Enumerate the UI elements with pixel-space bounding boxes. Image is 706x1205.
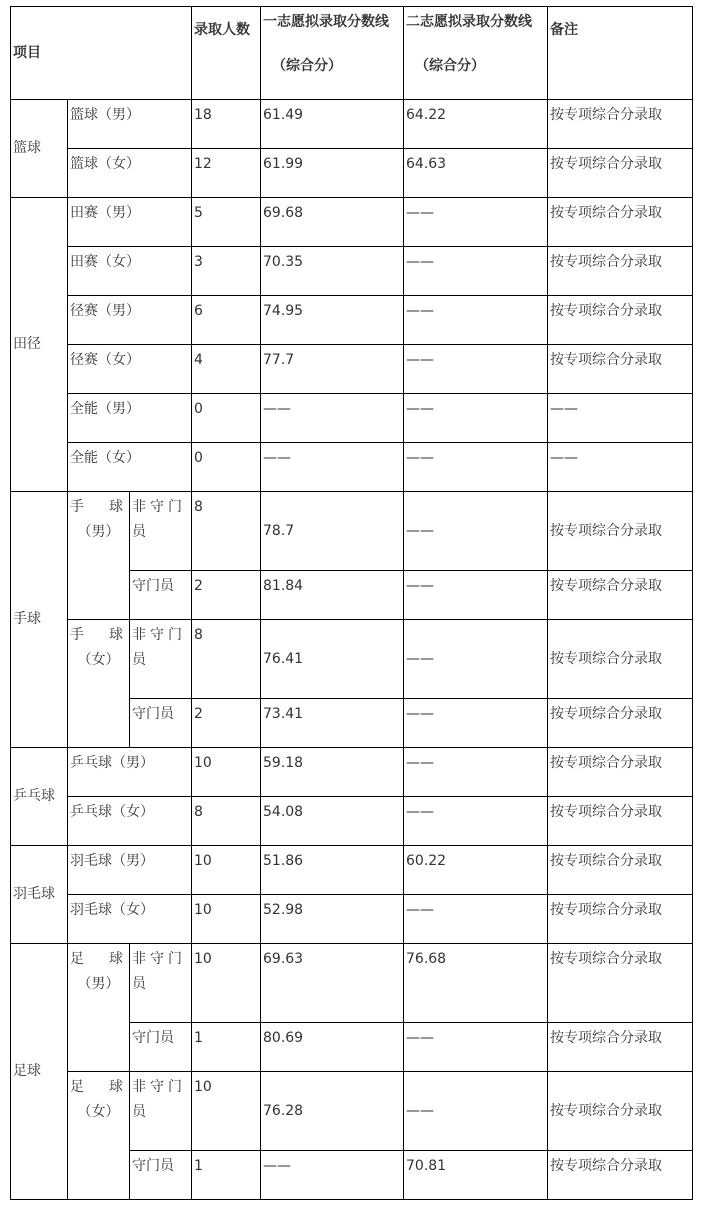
remark-cell: 按专项综合分录取 <box>548 699 693 748</box>
item-cell: 守门员 <box>130 1151 192 1200</box>
table-row <box>11 1072 693 1151</box>
table-row <box>11 748 693 797</box>
first-score-cell: 81.84 <box>261 571 404 620</box>
remark-cell: 按专项综合分录取 <box>548 620 693 699</box>
remark-cell: 按专项综合分录取 <box>548 944 693 1023</box>
count-cell: 2 <box>192 571 261 620</box>
count-cell: 8 <box>192 620 261 699</box>
second-score-cell: —— <box>404 1072 548 1151</box>
item-cell: 守门员 <box>130 571 192 620</box>
first-score-cell: 54.08 <box>261 797 404 846</box>
header-row <box>11 7 693 100</box>
first-score-cell: 59.18 <box>261 748 404 797</box>
first-score-cell: 80.69 <box>261 1023 404 1072</box>
second-score-cell: —— <box>404 394 548 443</box>
second-score-cell: —— <box>404 895 548 944</box>
gender-group-handball-female: 手 球 （女） <box>68 620 130 748</box>
count-cell: 10 <box>192 748 261 797</box>
second-score-cell: —— <box>404 620 548 699</box>
first-score-cell: 61.99 <box>261 149 404 198</box>
first-score-cell: 61.49 <box>261 100 404 149</box>
remark-cell: —— <box>548 394 693 443</box>
item-cell: 田赛（男） <box>68 198 192 247</box>
remark-cell: 按专项综合分录取 <box>548 198 693 247</box>
second-score-cell: —— <box>404 198 548 247</box>
remark-cell: 按专项综合分录取 <box>548 748 693 797</box>
admission-score-table <box>10 6 693 1200</box>
count-cell: 0 <box>192 443 261 492</box>
count-cell: 8 <box>192 797 261 846</box>
first-score-cell: 76.28 <box>261 1072 404 1151</box>
table-row <box>11 198 693 247</box>
first-score-cell: 78.7 <box>261 492 404 571</box>
table-row <box>11 846 693 895</box>
first-score-cell: 52.98 <box>261 895 404 944</box>
remark-cell: 按专项综合分录取 <box>548 797 693 846</box>
group-athletics: 田径 <box>11 198 68 492</box>
second-score-cell: —— <box>404 296 548 345</box>
remark-cell: 按专项综合分录取 <box>548 345 693 394</box>
header-first-choice: 一志愿拟录取分数线 （综合分） <box>261 7 404 100</box>
second-score-cell: —— <box>404 571 548 620</box>
count-cell: 2 <box>192 699 261 748</box>
item-cell: 非守门员 <box>130 620 192 699</box>
remark-cell: 按专项综合分录取 <box>548 846 693 895</box>
remark-cell: 按专项综合分录取 <box>548 571 693 620</box>
first-score-cell: 70.35 <box>261 247 404 296</box>
table-row <box>11 394 693 443</box>
first-score-cell: 69.63 <box>261 944 404 1023</box>
second-score-cell: 70.81 <box>404 1151 548 1200</box>
count-cell: 10 <box>192 895 261 944</box>
item-cell: 非守门员 <box>130 492 192 571</box>
first-score-cell: 51.86 <box>261 846 404 895</box>
count-cell: 10 <box>192 944 261 1023</box>
group-pingpong: 乒乓球 <box>11 748 68 846</box>
second-score-cell: 76.68 <box>404 944 548 1023</box>
item-cell: 全能（女） <box>68 443 192 492</box>
table-row <box>11 944 693 1023</box>
remark-cell: 按专项综合分录取 <box>548 296 693 345</box>
remark-cell: 按专项综合分录取 <box>548 895 693 944</box>
first-score-cell: 74.95 <box>261 296 404 345</box>
second-score-cell: 60.22 <box>404 846 548 895</box>
first-score-cell: —— <box>261 443 404 492</box>
group-football: 足球 <box>11 944 68 1200</box>
table-row <box>11 296 693 345</box>
header-remark: 备注 <box>548 7 693 100</box>
item-cell: 乒乓球（男） <box>68 748 192 797</box>
second-score-cell: 64.22 <box>404 100 548 149</box>
gender-group-football-male: 足 球 （男） <box>68 944 130 1072</box>
table-row <box>11 345 693 394</box>
item-cell: 篮球（女） <box>68 149 192 198</box>
count-cell: 6 <box>192 296 261 345</box>
count-cell: 1 <box>192 1023 261 1072</box>
count-cell: 8 <box>192 492 261 571</box>
remark-cell: 按专项综合分录取 <box>548 1072 693 1151</box>
header-second-choice: 二志愿拟录取分数线 （综合分） <box>404 7 548 100</box>
group-basketball: 篮球 <box>11 100 68 198</box>
item-cell: 守门员 <box>130 1023 192 1072</box>
item-cell: 羽毛球（男） <box>68 846 192 895</box>
remark-cell: 按专项综合分录取 <box>548 247 693 296</box>
header-project: 项目 <box>11 7 192 100</box>
second-score-cell: 64.63 <box>404 149 548 198</box>
table-row <box>11 247 693 296</box>
count-cell: 5 <box>192 198 261 247</box>
table-row <box>11 443 693 492</box>
table-row <box>11 100 693 149</box>
table-row <box>11 492 693 571</box>
remark-cell: 按专项综合分录取 <box>548 492 693 571</box>
item-cell: 非守门员 <box>130 944 192 1023</box>
gender-group-football-female: 足 球 （女） <box>68 1072 130 1200</box>
item-cell: 守门员 <box>130 699 192 748</box>
second-score-cell: —— <box>404 699 548 748</box>
table-row <box>11 895 693 944</box>
group-badminton: 羽毛球 <box>11 846 68 944</box>
second-score-cell: —— <box>404 492 548 571</box>
item-cell: 乒乓球（女） <box>68 797 192 846</box>
first-score-cell: 69.68 <box>261 198 404 247</box>
count-cell: 3 <box>192 247 261 296</box>
remark-cell: —— <box>548 443 693 492</box>
table-row <box>11 797 693 846</box>
remark-cell: 按专项综合分录取 <box>548 1151 693 1200</box>
header-count: 录取人数 <box>192 7 261 100</box>
table-row <box>11 149 693 198</box>
count-cell: 18 <box>192 100 261 149</box>
second-score-cell: —— <box>404 797 548 846</box>
table-row <box>11 620 693 699</box>
second-score-cell: —— <box>404 748 548 797</box>
item-cell: 径赛（男） <box>68 296 192 345</box>
item-cell: 全能（男） <box>68 394 192 443</box>
item-cell: 羽毛球（女） <box>68 895 192 944</box>
group-handball: 手球 <box>11 492 68 748</box>
second-score-cell: —— <box>404 443 548 492</box>
remark-cell: 按专项综合分录取 <box>548 100 693 149</box>
item-cell: 非守门员 <box>130 1072 192 1151</box>
count-cell: 1 <box>192 1151 261 1200</box>
first-score-cell: 73.41 <box>261 699 404 748</box>
second-score-cell: —— <box>404 247 548 296</box>
remark-cell: 按专项综合分录取 <box>548 149 693 198</box>
gender-group-handball-male: 手 球 （男） <box>68 492 130 620</box>
first-score-cell: 77.7 <box>261 345 404 394</box>
first-score-cell: 76.41 <box>261 620 404 699</box>
count-cell: 4 <box>192 345 261 394</box>
count-cell: 10 <box>192 1072 261 1151</box>
remark-cell: 按专项综合分录取 <box>548 1023 693 1072</box>
item-cell: 径赛（女） <box>68 345 192 394</box>
first-score-cell: —— <box>261 1151 404 1200</box>
count-cell: 0 <box>192 394 261 443</box>
item-cell: 田赛（女） <box>68 247 192 296</box>
first-score-cell: —— <box>261 394 404 443</box>
count-cell: 10 <box>192 846 261 895</box>
item-cell: 篮球（男） <box>68 100 192 149</box>
second-score-cell: —— <box>404 345 548 394</box>
count-cell: 12 <box>192 149 261 198</box>
second-score-cell: —— <box>404 1023 548 1072</box>
